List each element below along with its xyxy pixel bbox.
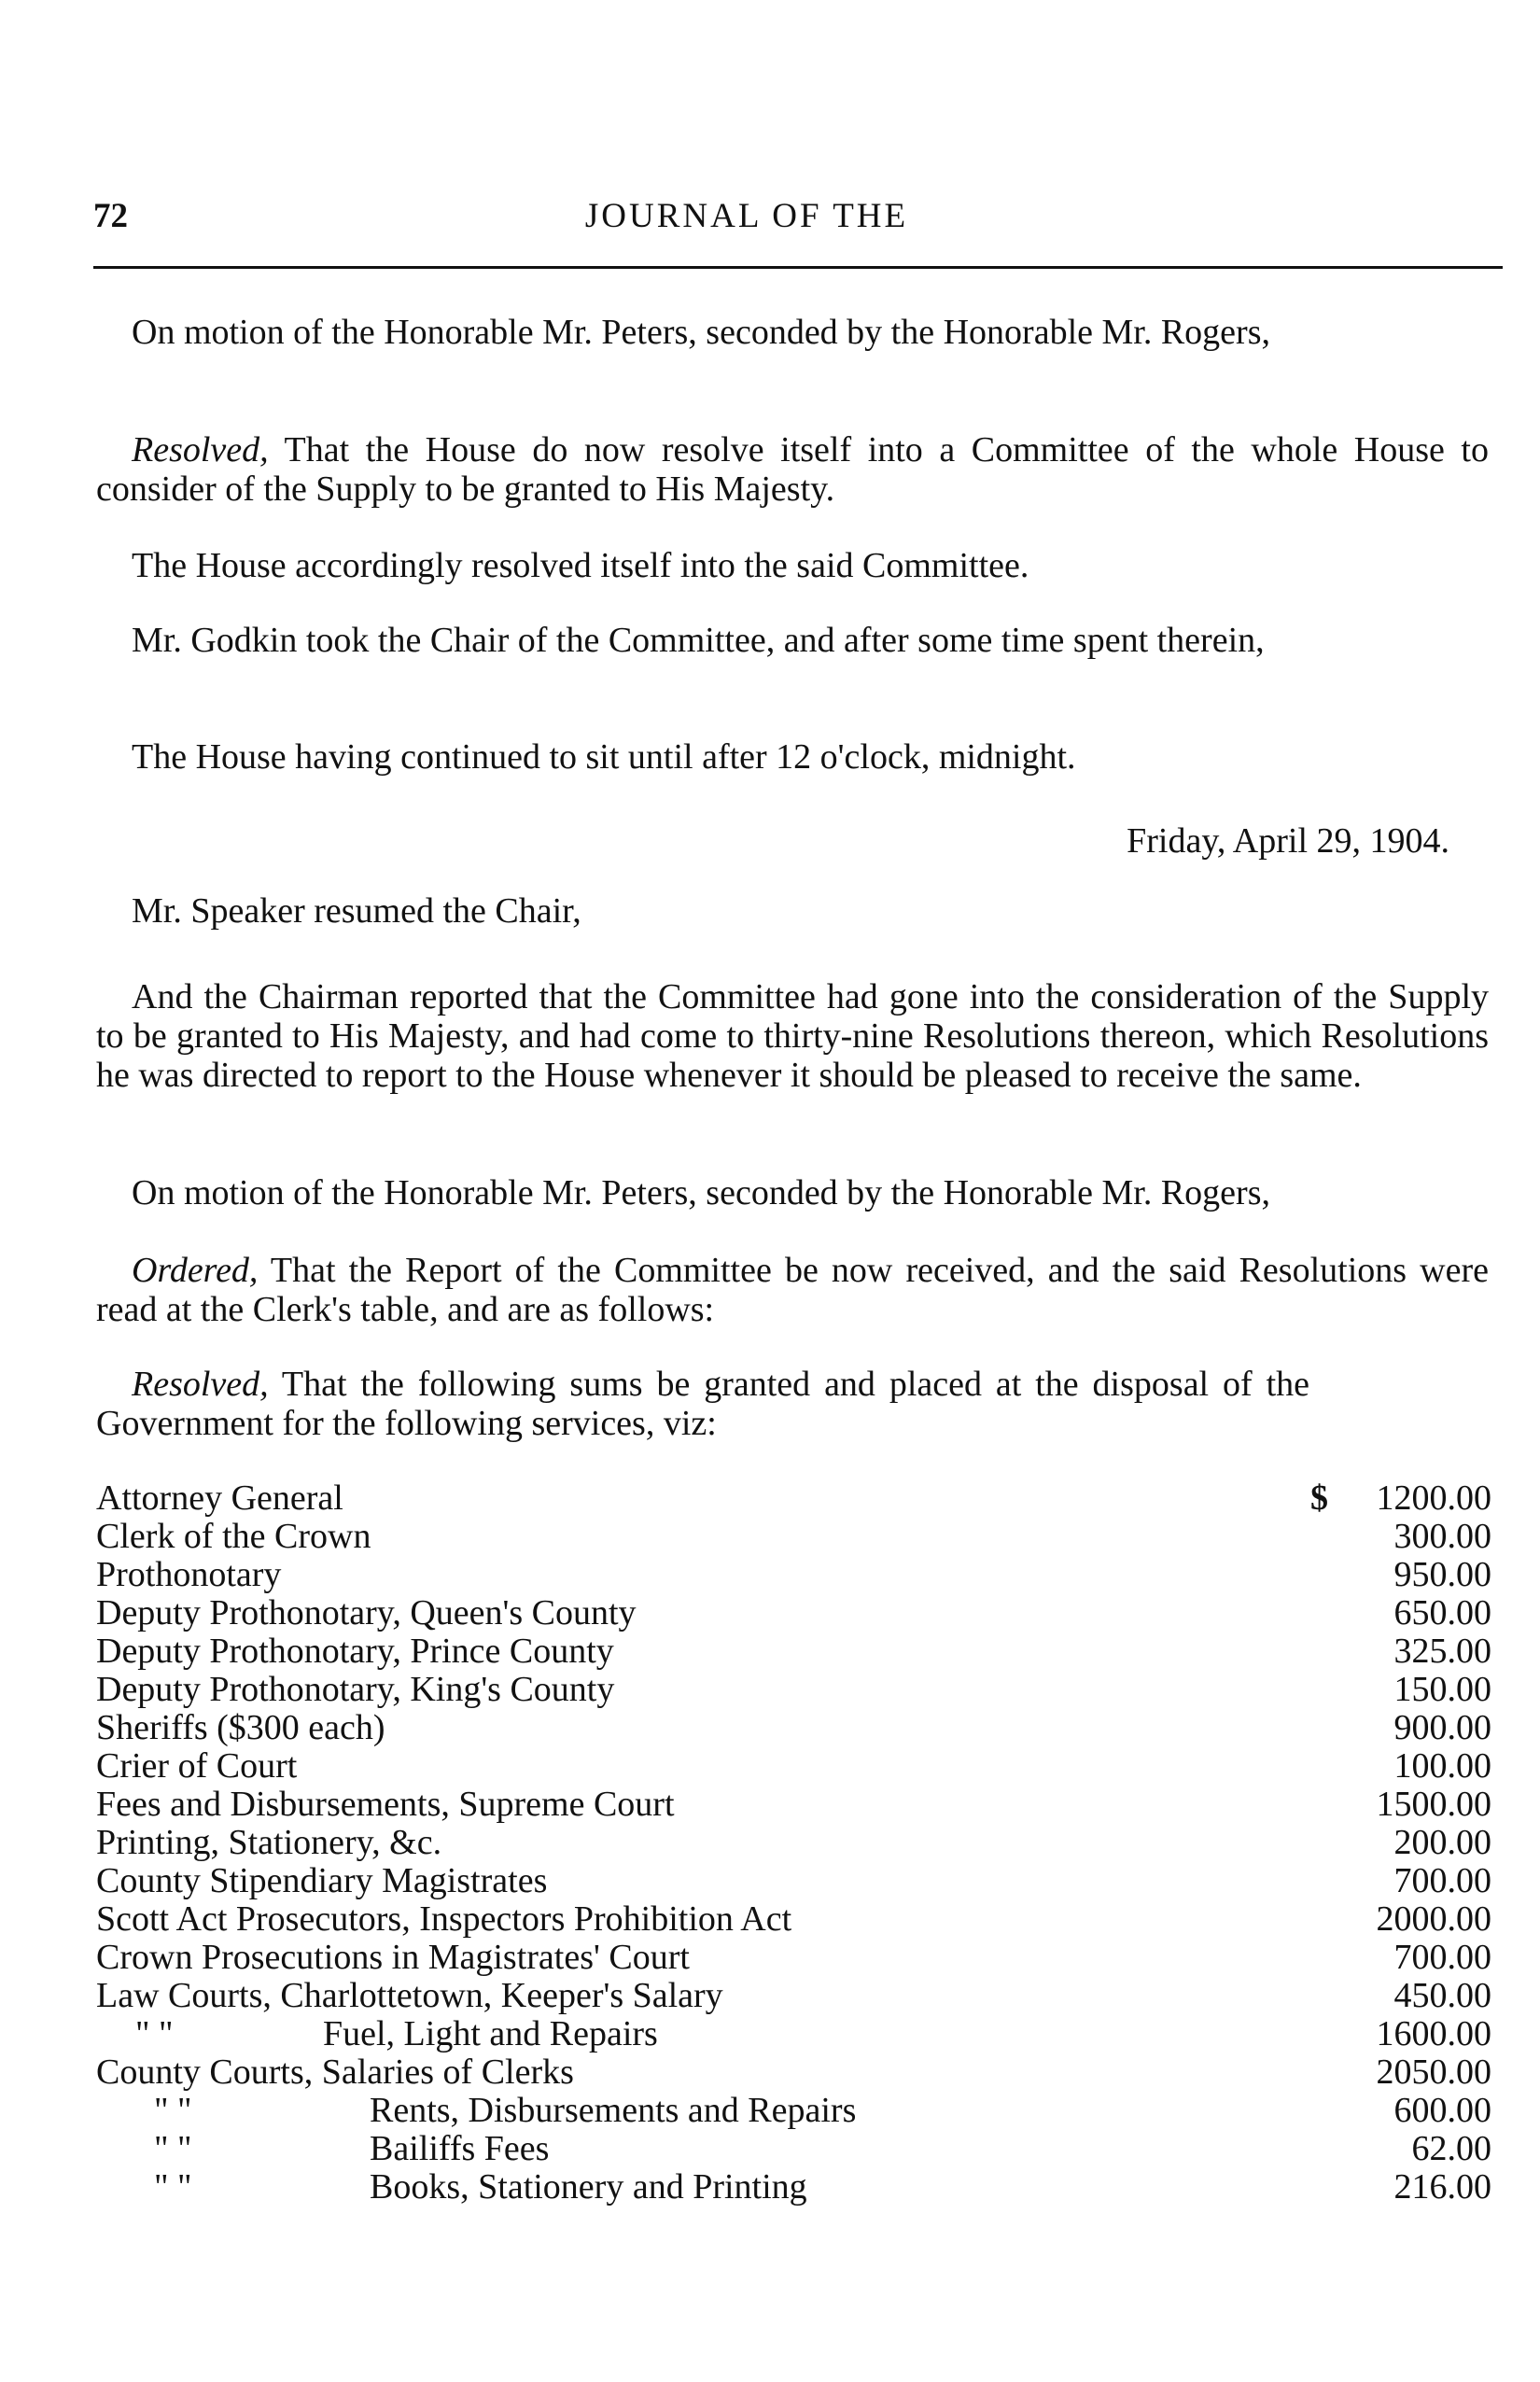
schedule-item-label: Law Courts, Charlottetown, Keeper's Salary xyxy=(96,1976,723,2015)
paragraph-house-resolved: The House accordingly resolved itself into the said Committee. xyxy=(132,546,1029,585)
schedule-row xyxy=(96,2168,1491,2207)
schedule-item-amount: 2000.00 xyxy=(1376,1899,1491,1939)
schedule-item-label: Fees and Disbursements, Supreme Court xyxy=(96,1785,675,1824)
schedule-row xyxy=(96,1671,1491,1709)
schedule-item-amount: 150.00 xyxy=(1393,1670,1491,1709)
schedule-item-label: Deputy Prothonotary, King's County xyxy=(96,1670,615,1709)
schedule-item-amount: 650.00 xyxy=(1393,1593,1491,1632)
ditto-marks: " " xyxy=(154,2091,192,2130)
schedule-item-label: Printing, Stationery, &c. xyxy=(96,1823,442,1862)
schedule-item-label: Prothonotary xyxy=(96,1555,282,1594)
schedule-row xyxy=(96,2015,1491,2053)
schedule-item-amount: 700.00 xyxy=(1393,1938,1491,1977)
schedule-row xyxy=(96,1977,1491,2015)
schedule-item-label: Rents, Disbursements and Repairs xyxy=(370,2091,857,2130)
schedule-item-label: County Courts, Salaries of Clerks xyxy=(96,2053,574,2092)
schedule-item-amount: 1200.00 xyxy=(1376,1478,1491,1518)
schedule-item-amount: 700.00 xyxy=(1393,1861,1491,1900)
schedule-row xyxy=(96,1939,1491,1977)
schedule-row xyxy=(96,1518,1491,1556)
schedule-item-label: Deputy Prothonotary, Prince County xyxy=(96,1632,614,1671)
schedule-item-label: Deputy Prothonotary, Queen's County xyxy=(96,1593,637,1632)
schedule-item-amount: 325.00 xyxy=(1393,1632,1491,1671)
ditto-marks: " " xyxy=(135,2014,174,2053)
schedule-item-amount: 900.00 xyxy=(1393,1708,1491,1747)
schedule-item-amount: 950.00 xyxy=(1393,1555,1491,1594)
supply-schedule xyxy=(96,1479,1491,2207)
schedule-item-label: Sheriffs ($300 each) xyxy=(96,1708,385,1747)
schedule-item-amount: 2050.00 xyxy=(1376,2053,1491,2092)
running-title: JOURNAL OF THE xyxy=(584,197,909,235)
resolved-lead: Resolved, xyxy=(132,1365,269,1404)
schedule-row xyxy=(96,2092,1491,2130)
ordered-lead: Ordered, xyxy=(132,1251,259,1290)
page-number: 72 xyxy=(93,197,128,235)
schedule-item-label: Attorney General xyxy=(96,1478,343,1518)
schedule-item-amount: 1500.00 xyxy=(1376,1785,1491,1824)
schedule-row xyxy=(96,2053,1491,2092)
schedule-item-label: Crier of Court xyxy=(96,1746,298,1786)
schedule-item-amount: 216.00 xyxy=(1393,2167,1491,2207)
schedule-row xyxy=(96,2130,1491,2168)
schedule-item-label: Fuel, Light and Repairs xyxy=(323,2014,658,2053)
schedule-item-amount: 450.00 xyxy=(1393,1976,1491,2015)
page-header xyxy=(93,196,1503,243)
header-rule xyxy=(93,266,1503,269)
ditto-marks: " " xyxy=(154,2167,192,2207)
schedule-item-amount: 100.00 xyxy=(1393,1746,1491,1786)
schedule-row xyxy=(96,1786,1491,1824)
paragraph-ordered: Ordered, That the Report of the Committee be now received, and the said Resolutions were read at the Clerk's table, and are as follows: xyxy=(96,1251,1489,1329)
schedule-item-label: Bailiffs Fees xyxy=(370,2129,550,2168)
schedule-item-amount: 600.00 xyxy=(1393,2091,1491,2130)
schedule-row xyxy=(96,1632,1491,1671)
schedule-row xyxy=(96,1594,1491,1632)
dollar-sign: $ xyxy=(1310,1478,1328,1518)
schedule-row xyxy=(96,1900,1491,1939)
ditto-marks: " " xyxy=(154,2129,192,2168)
paragraph-resolved-committee: Resolved, That the House do now resolve itself into a Committee of the whole House to consider of the Supply to be granted to His Majesty. xyxy=(96,430,1489,509)
schedule-row xyxy=(96,1824,1491,1862)
schedule-item-label: Scott Act Prosecutors, Inspectors Prohibition Act xyxy=(96,1899,792,1939)
schedule-item-label: Books, Stationery and Printing xyxy=(370,2167,807,2207)
date-line: Friday, April 29, 1904. xyxy=(1127,821,1449,861)
schedule-item-amount: 1600.00 xyxy=(1376,2014,1491,2053)
schedule-item-amount: 200.00 xyxy=(1393,1823,1491,1862)
paragraph-midnight: The House having continued to sit until after 12 o'clock, midnight. xyxy=(132,737,1076,777)
schedule-item-label: County Stipendiary Magistrates xyxy=(96,1861,548,1900)
paragraph-chairman-report: And the Chairman reported that the Committee had gone into the consideration of the Supply to be granted to His Majesty, and had come to thirty-nine Resolutions thereon, which Resolutions he was directed to report to the House whenever it should be pleased to receive the same. xyxy=(96,977,1489,1095)
schedule-row xyxy=(96,1479,1491,1518)
schedule-item-label: Crown Prosecutions in Magistrates' Court xyxy=(96,1938,690,1977)
schedule-item-label: Clerk of the Crown xyxy=(96,1517,371,1556)
schedule-item-amount: 62.00 xyxy=(1411,2129,1491,2168)
paragraph-speaker-resumed: Mr. Speaker resumed the Chair, xyxy=(132,891,581,931)
paragraph-godkin-chair: Mr. Godkin took the Chair of the Committee, and after some time spent therein, xyxy=(132,621,1265,660)
paragraph-motion-1: On motion of the Honorable Mr. Peters, seconded by the Honorable Mr. Rogers, xyxy=(132,313,1270,352)
paragraph-resolved-sums: Resolved, That the following sums be granted and placed at the disposal of the Government for the following services, viz: xyxy=(96,1365,1309,1443)
schedule-row xyxy=(96,1709,1491,1747)
schedule-item-amount: 300.00 xyxy=(1393,1517,1491,1556)
schedule-row xyxy=(96,1556,1491,1594)
schedule-row xyxy=(96,1862,1491,1900)
resolved-lead: Resolved, xyxy=(132,430,269,469)
schedule-row xyxy=(96,1747,1491,1786)
paragraph-motion-2: On motion of the Honorable Mr. Peters, seconded by the Honorable Mr. Rogers, xyxy=(132,1173,1270,1212)
